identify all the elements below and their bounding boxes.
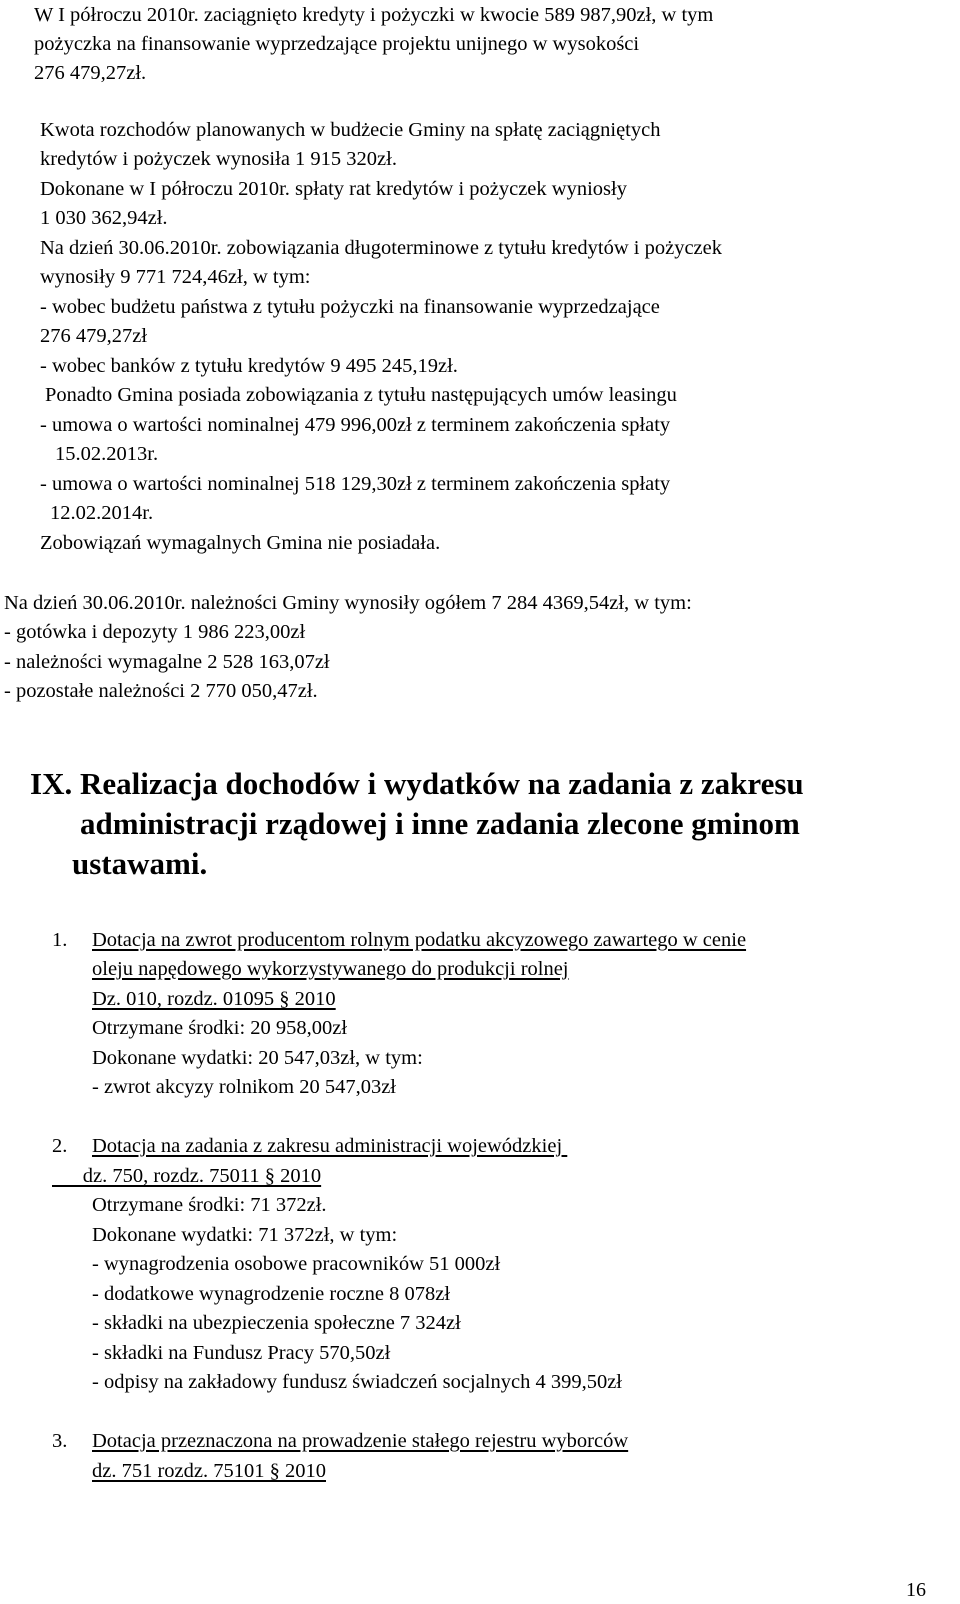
top-line-1: W I półroczu 2010r. zaciągnięto kredyty i pożyczki w kwocie 589 987,90zł, w tym — [34, 4, 714, 26]
debt-line-8: 276 479,27zł — [40, 325, 148, 347]
item-1-title-line-2: oleju napędowego wykorzystywanego do produkcji rolnej — [92, 958, 569, 980]
receivables-line-1: Na dzień 30.06.2010r. należności Gminy wynosiły ogółem 7 284 4369,54zł, w tym: — [4, 592, 692, 614]
debt-line-9: - wobec banków z tytułu kredytów 9 495 245,19zł. — [40, 355, 458, 377]
debt-line-14: 12.02.2014r. — [50, 502, 154, 524]
debt-line-6: wynosiły 9 771 724,46zł, w tym: — [40, 266, 311, 288]
item-2-classification: dz. 750, rozdz. 75011 § 2010 — [52, 1165, 322, 1187]
item-3-title: Dotacja przeznaczona na prowadzenie stałego rejestru wyborców — [92, 1430, 629, 1452]
debt-line-12: 15.02.2013r. — [55, 443, 159, 465]
section-title-line-1: Realizacja dochodów i wydatków na zadania z zakresu — [80, 766, 804, 801]
debt-line-1: Kwota rozchodów planowanych w budżecie Gminy na spłatę zaciągniętych — [40, 119, 661, 141]
item-1-classification: Dz. 010, rozdz. 01095 § 2010 — [92, 988, 336, 1010]
top-line-3: 276 479,27zł. — [34, 62, 147, 84]
item-2-number: 2. — [52, 1135, 68, 1157]
top-line-2: pożyczka na finansowanie wyprzedzające projektu unijnego w wysokości — [34, 33, 640, 55]
debt-line-4: 1 030 362,94zł. — [40, 207, 168, 229]
section-title-line-2: administracji rządowej i inne zadania zlecone gminom — [80, 806, 800, 841]
debt-line-10: Ponadto Gmina posiada zobowiązania z tytułu następujących umów leasingu — [45, 384, 677, 406]
item-2-detail-3: - wynagrodzenia osobowe pracowników 51 000zł — [92, 1253, 501, 1275]
item-2-detail-7: - odpisy na zakładowy fundusz świadczeń socjalnych 4 399,50zł — [92, 1371, 623, 1393]
debt-line-13: - umowa o wartości nominalnej 518 129,30zł z terminem zakończenia spłaty — [40, 473, 671, 495]
receivables-line-3: - należności wymagalne 2 528 163,07zł — [4, 651, 330, 673]
item-2-detail-2: Dokonane wydatki: 71 372zł, w tym: — [92, 1224, 398, 1246]
item-2-detail-5: - składki na ubezpieczenia społeczne 7 324zł — [92, 1312, 461, 1334]
receivables-line-4: - pozostałe należności 2 770 050,47zł. — [4, 680, 318, 702]
item-1-number: 1. — [52, 929, 68, 951]
item-2-detail-6: - składki na Fundusz Pracy 570,50zł — [92, 1342, 391, 1364]
item-1-detail-3: - zwrot akcyzy rolnikom 20 547,03zł — [92, 1076, 397, 1098]
debt-line-7: - wobec budżetu państwa z tytułu pożyczki na finansowanie wyprzedzające — [40, 296, 660, 318]
section-title-line-3: ustawami. — [72, 846, 208, 881]
debt-line-11: - umowa o wartości nominalnej 479 996,00zł z terminem zakończenia spłaty — [40, 414, 671, 436]
item-3-classification: dz. 751 rozdz. 75101 § 2010 — [92, 1460, 326, 1482]
item-1-title-line-1: Dotacja na zwrot producentom rolnym podatku akcyzowego zawartego w cenie — [92, 929, 747, 951]
item-3-number: 3. — [52, 1430, 68, 1452]
debt-line-15: Zobowiązań wymagalnych Gmina nie posiadała. — [40, 532, 441, 554]
receivables-line-2: - gotówka i depozyty 1 986 223,00zł — [4, 621, 306, 643]
debt-line-3: Dokonane w I półroczu 2010r. spłaty rat kredytów i pożyczek wyniosły — [40, 178, 627, 200]
item-2-title: Dotacja na zadania z zakresu administracji wojewódzkiej — [92, 1135, 568, 1157]
debt-line-5: Na dzień 30.06.2010r. zobowiązania długoterminowe z tytułu kredytów i pożyczek — [40, 237, 722, 259]
item-1-detail-1: Otrzymane środki: 20 958,00zł — [92, 1017, 348, 1039]
section-number: IX. — [30, 766, 73, 801]
item-1-detail-2: Dokonane wydatki: 20 547,03zł, w tym: — [92, 1047, 423, 1069]
page-number: 16 — [906, 1579, 926, 1601]
debt-line-2: kredytów i pożyczek wynosiła 1 915 320zł. — [40, 148, 397, 170]
item-2-detail-1: Otrzymane środki: 71 372zł. — [92, 1194, 327, 1216]
item-2-detail-4: - dodatkowe wynagrodzenie roczne 8 078zł — [92, 1283, 451, 1305]
